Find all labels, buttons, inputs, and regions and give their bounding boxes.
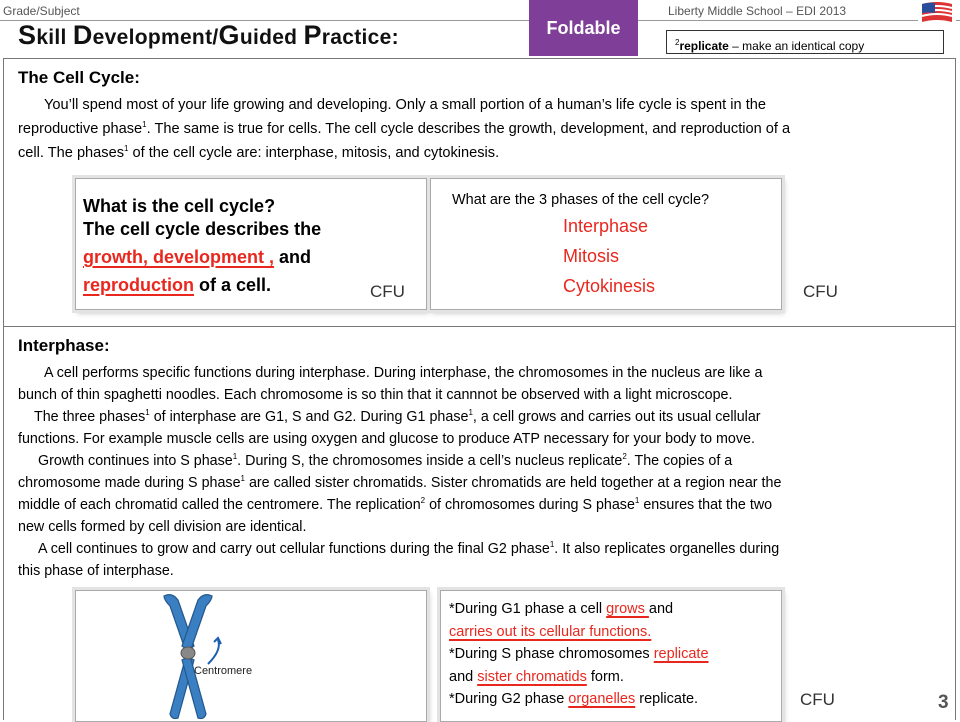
cell-cycle-heading: The Cell Cycle: [18, 68, 140, 87]
vocabulary-definition: $^2$replicate – make an identical copy [666, 30, 944, 54]
page-number: 3 [938, 692, 949, 713]
foldable-badge: Foldable [529, 0, 638, 56]
fill-in-reproduction: reproduction [83, 275, 194, 295]
grade-subject-label: Grade/Subject [3, 4, 80, 18]
cfu-label-3: CFU [800, 690, 835, 709]
fill-in-growth-development: growth, development , [83, 247, 275, 267]
cell-cycle-answer: The cell cycle describes the growth, development , and reproduction of a cell. [83, 219, 322, 295]
centromere-label: Centromere [194, 665, 253, 677]
school-label: Liberty Middle School – EDI 2013 [668, 4, 847, 18]
phase-item: Mitosis [563, 246, 620, 266]
page-title: Skill Development/Guided Practice: [18, 20, 399, 50]
chromosome-diagram [150, 594, 300, 720]
cell-cycle-paragraph: You’ll spend most of your life growing and developing. Only a small portion of a human’s life cycle is spent in the reproductive phase$^1$. The same is true for cells. The cell cycle describes the growth, development, and reproduction of a cell. The phases$^1$ of the cell cycle are: interphase, mitosis, and cytokinesis. [18, 97, 791, 161]
cfu-label-1: CFU [370, 282, 405, 301]
phase-item: Interphase [563, 216, 649, 236]
flag-logo-icon [918, 0, 956, 26]
phases-question: What are the 3 phases of the cell cycle? [452, 192, 710, 208]
interphase-heading: Interphase: [18, 336, 110, 355]
cfu-label-2: CFU [803, 282, 838, 301]
cell-cycle-question: What is the cell cycle? [83, 196, 276, 216]
interphase-paragraph: A cell performs specific functions during interphase. During interphase, the chromosomes in the nucleus are like a bunch of thin spaghetti noodles. Each chromosome is so thin that it cannnot be observed with a light microscope. The three phases$^1$ of interphase are G1, S and G2. During G1 phase$^1$, a cell grows and carries out its usual cellular functions. For example muscle cells are using oxygen and glucose to produce ATP necessary for your body to move. Growth continues into S phase$^1$. During S, the chromosomes inside a cell’s nucleus replicate$^2$. The copies of a chromosome made during S phase$^1$ are called sister chromatids. Sister chromatids are held together at a region near the middle of each chromatid called the centromere. The replication$^2$ of chromosomes during S phase$^1$ ensures that the two new cells formed by cell division are identical. A cell continues to grow and carry out cellular functions during the final G2 phase$^1$. It also replicates organelles during this phase of interphase. [18, 365, 782, 579]
phase-item: Cytokinesis [563, 276, 656, 296]
section-divider [3, 326, 956, 327]
interphase-summary: *During G1 phase a cell grows and carries out its cellular functions. *During S phase chromosomes replicate and sister chromatids form. *During G2 phase organelles replicate. [449, 601, 709, 707]
